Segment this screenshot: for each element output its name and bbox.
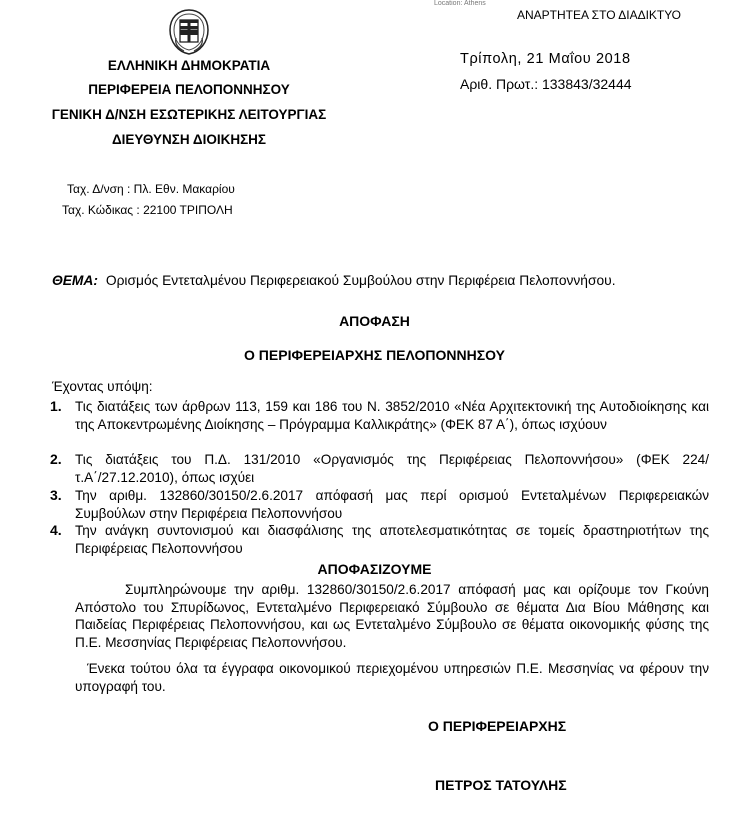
header-region: ΠΕΡΙΦΕΡΕΙΑ ΠΕΛΟΠΟΝΝΗΣΟΥ [88, 82, 290, 97]
item-text: Την αριθμ. 132860/30150/2.6.2017 απόφασή μας περί ορισμού Εντεταλμένων Περιφερειακών Συμβούλων στην Περιφέρεια Πελοποννήσου [75, 488, 709, 521]
address-street: Ταχ. Δ/νση : Πλ. Εθν. Μακαρίου [67, 182, 235, 196]
greek-emblem-icon [166, 8, 212, 56]
considering-label: Έχοντας υπόψη: [52, 379, 153, 394]
item-text: Την ανάγκη συντονισμού και διασφάλισης της αποτελεσματικότητας σε τομείς δραστηριοτήτων της Περιφέρειας Πελοποννήσου [75, 523, 709, 556]
posting-notice: ΑΝΑΡΤΗΤΕΑ ΣΤΟ ΔΙΑΔΙΚΤΥΟ [517, 8, 681, 22]
signature-name: ΠΕΤΡΟΣ ΤΑΤΟΥΛΗΣ [435, 777, 567, 793]
subject-text: Ορισμός Εντεταλμένου Περιφερειακού Συμβούλου στην Περιφέρεια Πελοποννήσου. [105, 273, 616, 288]
item-text: Τις διατάξεις των άρθρων 113, 159 και 186 του Ν. 3852/2010 «Νέα Αρχιτεκτονική της Αυτοδιοίκησης και της Αποκεντρωμένης Διοίκησης – Πρόγραμμα Καλλικράτης» (ΦΕΚ 87 Α΄), όπως ισχύουν [75, 399, 709, 432]
decision-title: ΑΠΟΦΑΣΗ [339, 313, 410, 329]
signature-title: Ο ΠΕΡΙΦΕΡΕΙΑΡΧΗΣ [428, 718, 567, 734]
authority-title: Ο ΠΕΡΙΦΕΡΕΙΑΡΧΗΣ ΠΕΛΟΠΟΝΝΗΣΟΥ [244, 347, 505, 363]
decision-paragraph: Συμπληρώνουμε την αριθμ. 132860/30150/2.6.2017 απόφασή μας και ορίζουμε τον Γκούνη Απόστολο του Σπυρίδωνος, Εντεταλμένο Περιφερειακό Σύμβουλο σε θέματα Δια Βίου Μάθησης και Παιδείας Περιφέρειας Πελοποννήσου, και ως Εντεταλμένο Σύμβουλο σε θέματα οικονομικής φύσης της Π.Ε. Μεσσηνίας Περιφέρειας Πελοποννήσου. [75, 582, 709, 650]
protocol-number: Αριθ. Πρωτ.: 133843/32444 [460, 76, 632, 92]
item-number: 4. [50, 522, 62, 538]
item-number: 3. [50, 487, 62, 503]
header-republic: ΕΛΛΗΝΙΚΗ ΔΗΜΟΚΡΑΤΙΑ [107, 58, 271, 73]
location-label: Location: Athens [434, 0, 486, 7]
item-number: 1. [50, 398, 62, 414]
subject-line [52, 273, 616, 288]
decide-title: ΑΠΟΦΑΣΙΖΟΥΜΕ [317, 561, 432, 577]
item-number: 2. [50, 451, 62, 467]
date-place: Τρίπολη, 21 Μαΐου 2018 [460, 51, 631, 67]
header-general-directorate: ΓΕΝΙΚΗ Δ/ΝΣΗ ΕΣΩΤΕΡΙΚΗΣ ΛΕΙΤΟΥΡΓΙΑΣ [51, 107, 327, 122]
subject-label: ΘΕΜΑ: [52, 273, 98, 288]
item-text: Τις διατάξεις του Π.Δ. 131/2010 «Οργανισμός της Περιφέρειας Πελοποννήσου» (ΦΕΚ 224/τ.Α΄/27.12.2010), όπως ισχύει [75, 452, 709, 485]
address-postcode: Ταχ. Κώδικας : 22100 ΤΡΙΠΟΛΗ [62, 203, 233, 217]
header-directorate: ΔΙΕΥΘΥΝΣΗ ΔΙΟΙΚΗΣΗΣ [111, 132, 267, 147]
decision-paragraph: Ένεκα τούτου όλα τα έγγραφα οικονομικού περιεχομένου υπηρεσιών Π.Ε. Μεσσηνίας να φέρουν την υπογραφή του. [75, 661, 709, 694]
